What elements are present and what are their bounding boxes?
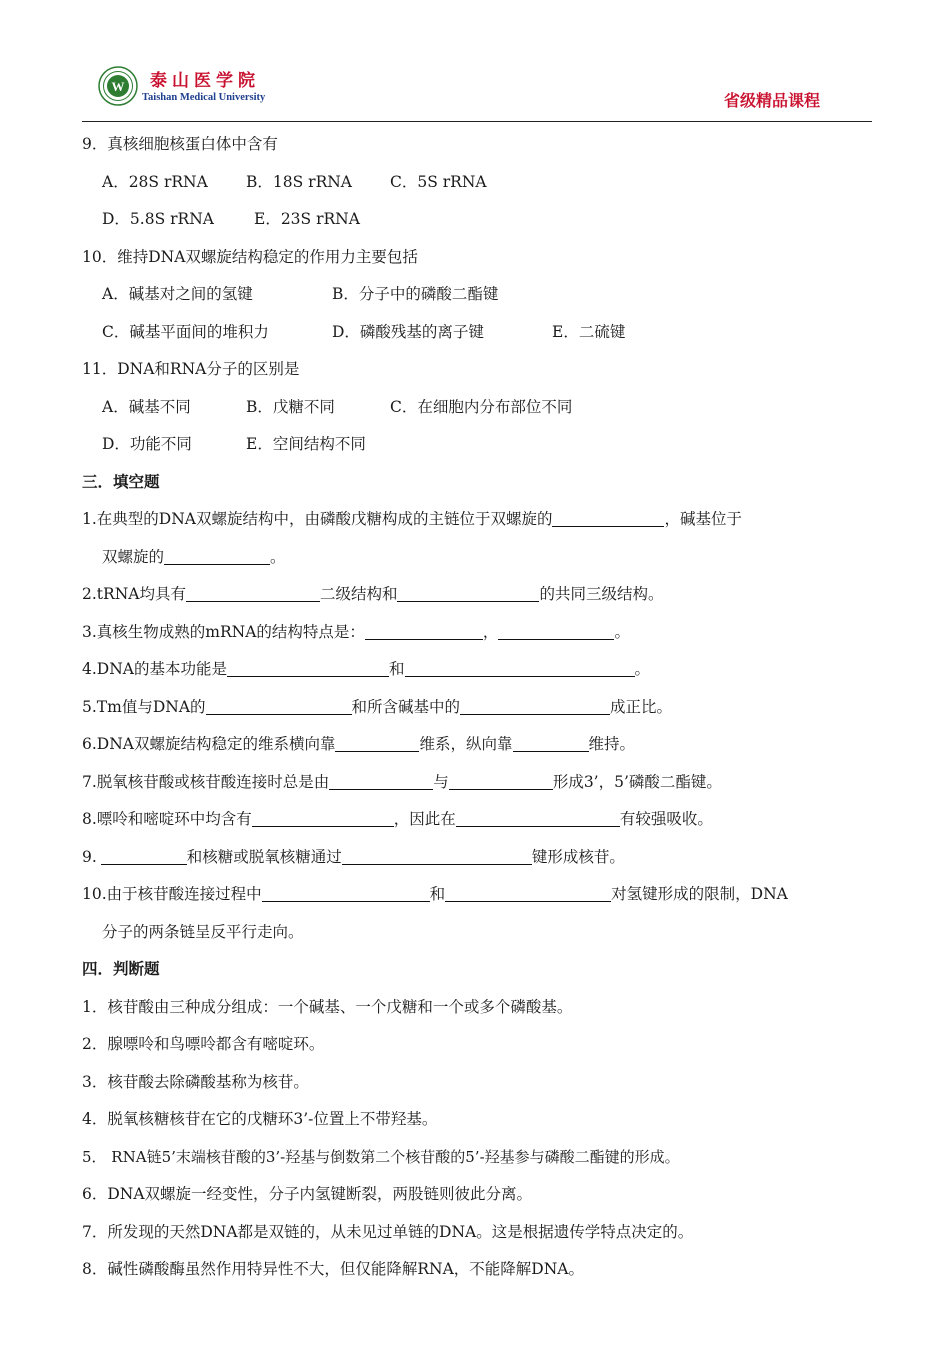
logo-letters: W (111, 79, 125, 94)
answer-blank[interactable] (456, 810, 620, 827)
header-divider (82, 121, 872, 122)
text: 的共同三级结构。 (539, 585, 664, 603)
option: D．5.8S rRNA (102, 210, 214, 228)
judge-item: 8．碱性磷酸酶虽然作用特异性不大，但仅能降解RNA，不能降解DNA。 (82, 1260, 584, 1278)
fill-question-10 (82, 876, 877, 914)
text: ，碱基位于 (664, 510, 742, 528)
answer-blank[interactable] (449, 773, 553, 790)
text: 和 (388, 660, 405, 678)
section-title-fill: 三．填空题 (82, 472, 160, 491)
judge-item: 6．DNA双螺旋一经变性，分子内氢键断裂，两股链则彼此分离。 (82, 1185, 533, 1203)
option: B．18S rRNA (246, 172, 352, 191)
text: 。 (614, 622, 630, 641)
question-stem: 9．真核细胞核蛋白体中含有 (82, 135, 278, 153)
text: 10.由于核苷酸连接过程中 (82, 885, 262, 903)
text: 与 (433, 772, 449, 791)
fill-question-10-cont: 分子的两条链呈反平行走向。 (102, 922, 304, 941)
option: A．碱基不同 (102, 397, 191, 416)
option: A．碱基对之间的氢键 (102, 285, 253, 303)
answer-blank[interactable] (397, 585, 539, 602)
answer-blank[interactable] (445, 885, 611, 902)
fill-question-9 (82, 839, 877, 877)
option: E．二硫键 (552, 322, 626, 341)
fill-question-1-cont (82, 539, 877, 577)
options-row (82, 164, 877, 202)
text: 8.嘌呤和嘧啶环中均含有 (82, 810, 252, 828)
text: 形成3’，5’磷酸二酯键。 (552, 772, 722, 791)
fill-question-3 (82, 614, 877, 652)
text: 维系，纵向靠 (419, 735, 513, 753)
option: A．28S rRNA (102, 172, 208, 191)
text: ，因此在 (393, 810, 456, 828)
options-row (82, 201, 877, 239)
university-logo-icon (98, 66, 138, 106)
judge-item: 5． RNA链5’末端核苷酸的3’-羟基与倒数第二个核苷酸的5’-羟基参与磷酸二酯键的形成。 (82, 1147, 680, 1166)
judge-item: 3．核苷酸去除磷酸基称为核苷。 (82, 1072, 309, 1091)
page-header (82, 62, 872, 122)
text: 成正比。 (610, 697, 673, 716)
text: 维持。 (588, 735, 636, 753)
judge-item: 4．脱氧核糖核苷在它的戊糖环3’-位置上不带羟基。 (82, 1110, 438, 1128)
document-body (82, 126, 877, 1289)
judge-item: 1．核苷酸由三种成分组成：一个碱基、一个戊糖和一个或多个磷酸基。 (82, 997, 573, 1016)
option: E．空间结构不同 (246, 435, 366, 453)
text: 。 (634, 660, 651, 678)
judge-item: 7．所发现的天然DNA都是双链的，从未见过单链的DNA。这是根据遗传学特点决定的。 (82, 1222, 694, 1241)
fill-question-2 (82, 576, 877, 614)
option: C．在细胞内分布部位不同 (390, 397, 573, 416)
text: 4.DNA的基本功能是 (82, 660, 227, 678)
text: ， (482, 622, 499, 641)
answer-blank[interactable] (342, 848, 532, 865)
fill-question-8 (82, 801, 877, 839)
judge-item: 2．腺嘌呤和鸟嘌呤都含有嘧啶环。 (82, 1035, 325, 1053)
options-row (82, 314, 877, 352)
answer-blank[interactable] (552, 510, 664, 527)
text: 2.tRNA均具有 (82, 585, 186, 603)
text: 5.Tm值与DNA的 (82, 697, 206, 716)
answer-blank[interactable] (206, 698, 352, 715)
options-row (82, 426, 877, 464)
option: C．碱基平面间的堆积力 (102, 322, 269, 341)
fill-question-1 (82, 501, 877, 539)
fill-question-4 (82, 651, 877, 689)
option: E．23S rRNA (254, 210, 360, 228)
option: D．磷酸残基的离子键 (332, 322, 484, 341)
options-row (82, 389, 877, 427)
text: 二级结构和 (319, 585, 398, 603)
answer-blank[interactable] (262, 885, 430, 902)
fill-question-5 (82, 689, 877, 727)
text: 1.在典型的DNA双螺旋结构中，由磷酸戊糖构成的主链位于双螺旋的 (82, 510, 553, 528)
answer-blank[interactable] (498, 623, 614, 640)
answer-blank[interactable] (405, 660, 635, 677)
text: 7.脱氧核苷酸或核苷酸连接时总是由 (82, 772, 330, 791)
text: 对氢键形成的限制，DNA (611, 885, 788, 903)
answer-blank[interactable] (329, 773, 433, 790)
answer-blank[interactable] (460, 698, 610, 715)
course-label: 省级精品课程 (723, 91, 820, 110)
text: 和核糖或脱氧核糖通过 (186, 847, 342, 866)
answer-blank[interactable] (227, 660, 389, 677)
university-name-cn: 泰山医学院 (150, 71, 260, 91)
text: 双螺旋的 (102, 547, 165, 566)
answer-blank[interactable] (365, 623, 483, 640)
fill-question-6 (82, 726, 877, 764)
question-stem: 11．DNA和RNA分子的区别是 (82, 360, 300, 378)
question-stem: 10．维持DNA双螺旋结构稳定的作用力主要包括 (82, 247, 418, 266)
option: B．分子中的磷酸二酯键 (332, 285, 499, 303)
option: B．戊糖不同 (246, 397, 335, 416)
answer-blank[interactable] (335, 735, 419, 752)
text: 9. (82, 847, 97, 866)
university-name-en: Taishan Medical University (142, 92, 266, 103)
options-row (82, 276, 877, 314)
text: 和 (429, 885, 446, 903)
text: 6.DNA双螺旋结构稳定的维系横向靠 (82, 735, 336, 753)
text: 键形成核苷。 (531, 847, 625, 866)
text: 和所含碱基中的 (351, 697, 461, 716)
option: D．功能不同 (102, 435, 192, 453)
answer-blank[interactable] (252, 810, 394, 827)
text: 。 (270, 547, 286, 566)
text: 3.真核生物成熟的mRNA的结构特点是： (82, 622, 365, 641)
section-title-judge: 四．判断题 (82, 960, 160, 978)
answer-blank[interactable] (101, 848, 187, 865)
text: 有较强吸收。 (619, 810, 713, 828)
answer-blank[interactable] (513, 735, 589, 752)
fill-question-7 (82, 764, 877, 802)
answer-blank[interactable] (186, 585, 320, 602)
option: C．5S rRNA (390, 172, 487, 191)
answer-blank[interactable] (164, 548, 270, 565)
